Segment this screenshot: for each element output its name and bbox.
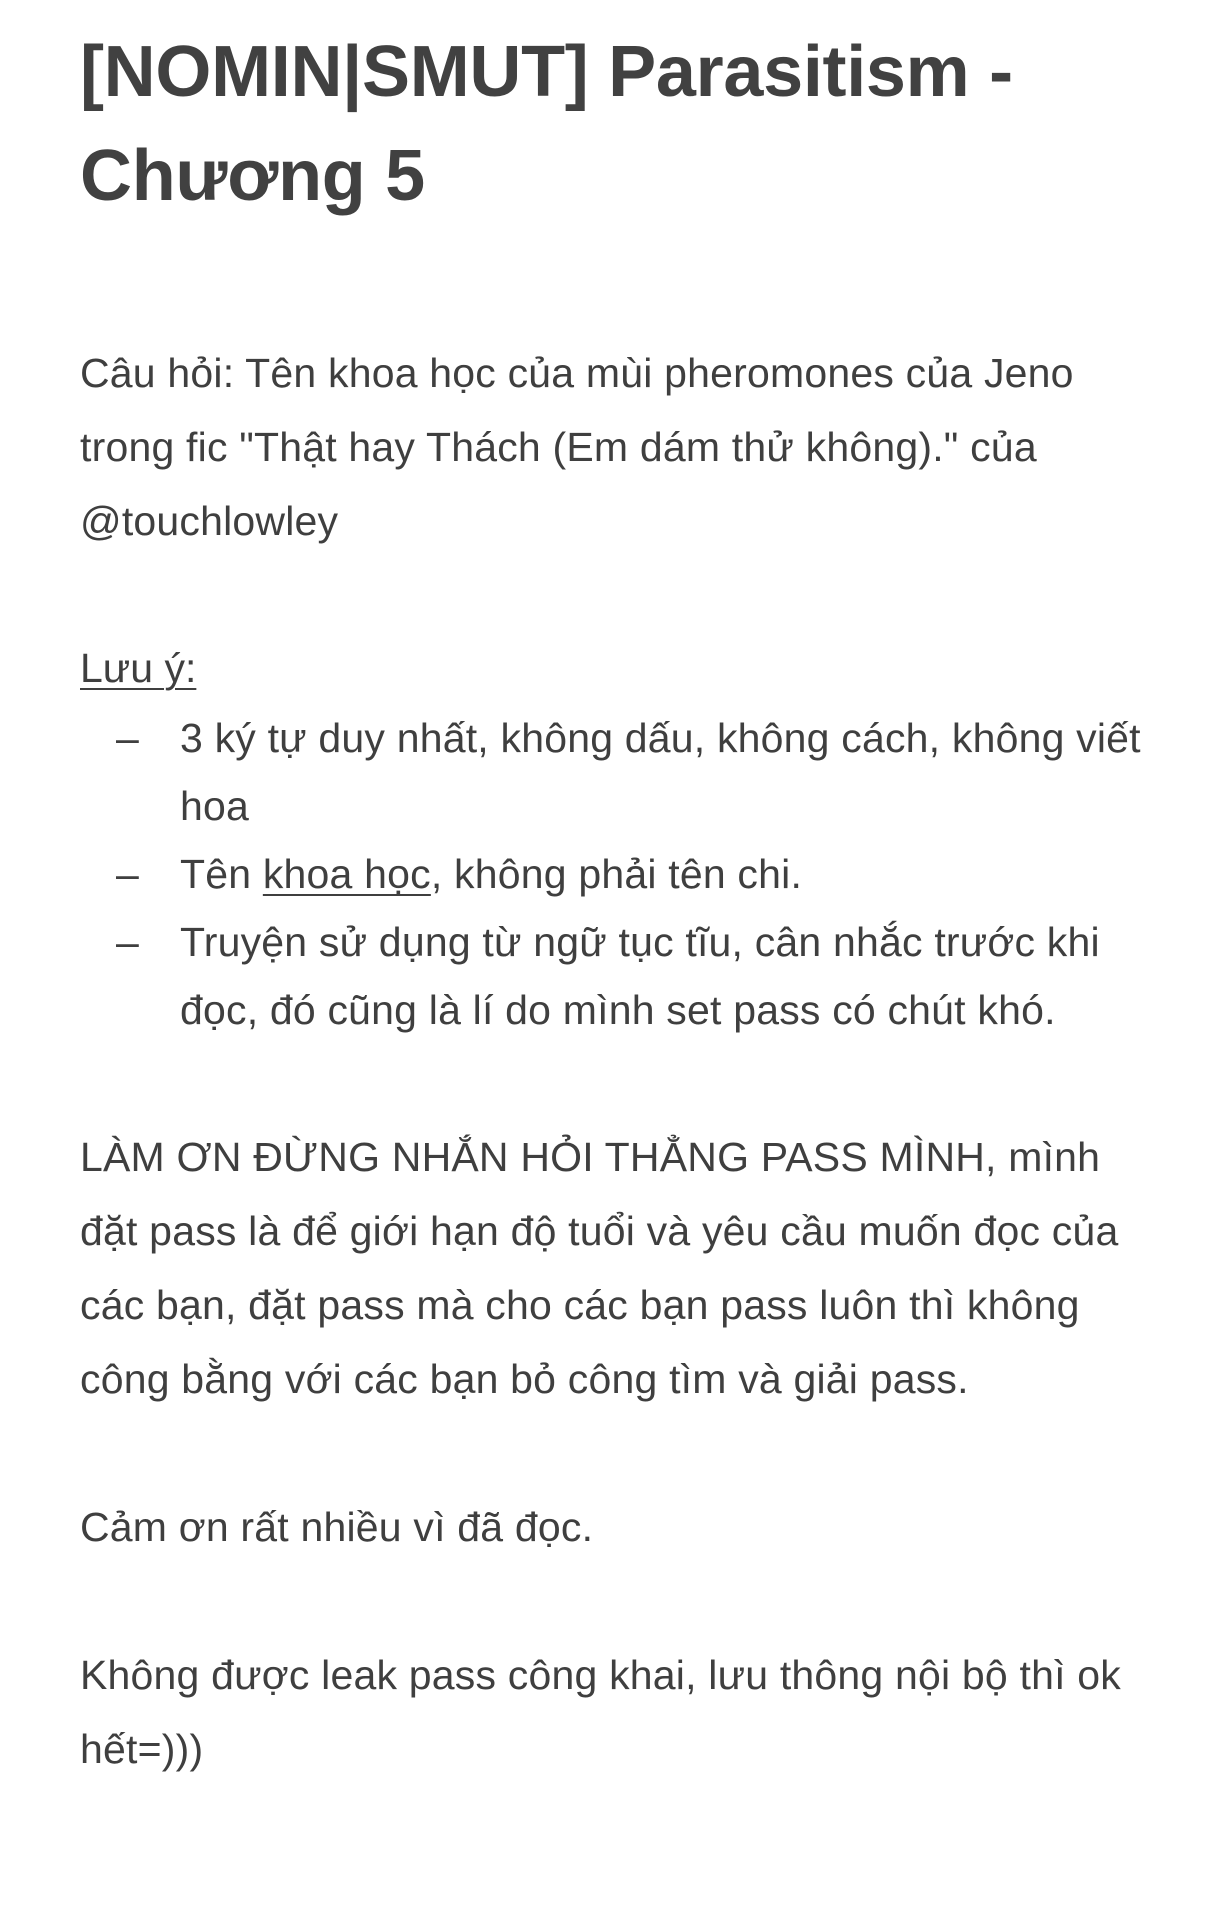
note-item-content-warning (80, 908, 1142, 1044)
note-text: Truyện sử dụng từ ngữ tục tĩu, cân nhắc trước khi đọc, đó cũng là lí do mình set pass có chút khó. (180, 919, 1100, 1033)
dash-bullet: – (116, 919, 140, 965)
note-text-suffix: , không phải tên chi. (430, 851, 803, 897)
post-title: [NOMIN|SMUT] Parasitism - Chương 5 (80, 32, 1013, 216)
password-question: Câu hỏi: Tên khoa học của mùi pheromones của Jeno trong fic "Thật hay Thách (Em dám thử không)." của @touchlowley (80, 350, 1074, 544)
thanks-paragraph: Cảm ơn rất nhiều vì đã đọc. (80, 1504, 594, 1550)
note-emphasis: khoa học (262, 851, 431, 897)
warning-paragraph: LÀM ƠN ĐỪNG NHẮN HỎI THẲNG PASS MÌNH, mình đặt pass là để giới hạn độ tuổi và yêu cầu muốn đọc của các bạn, đặt pass mà cho các bạn pass luôn thì không công bằng với các bạn bỏ công tìm và giải pass. (80, 1134, 1119, 1402)
note-item-format (80, 704, 1142, 840)
dash-bullet: – (116, 715, 140, 761)
dash-bullet: – (116, 851, 140, 897)
note-text: 3 ký tự duy nhất, không dấu, không cách, không viết hoa (180, 715, 1141, 829)
note-heading: Lưu ý: (80, 645, 197, 691)
note-text-prefix: Tên (180, 851, 263, 897)
leak-note-paragraph: Không được leak pass công khai, lưu thông nội bộ thì ok hết=))) (80, 1652, 1121, 1772)
note-list (80, 704, 1142, 1044)
note-item-scientific-name (80, 840, 1142, 908)
